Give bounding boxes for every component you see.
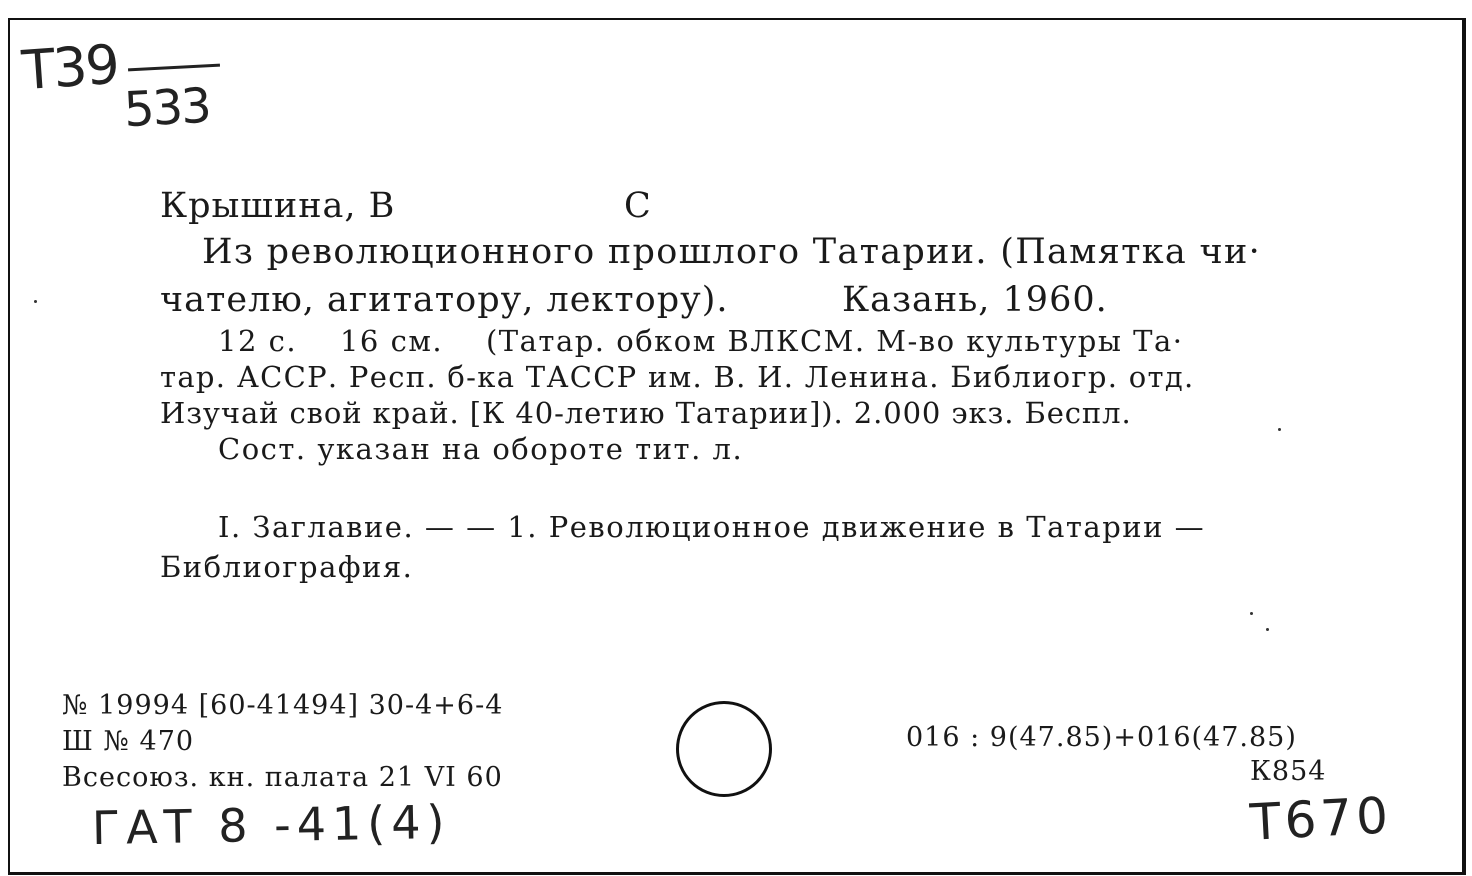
author-initial: С: [624, 186, 652, 226]
speck: [1250, 612, 1253, 615]
title-line-2b: Казань, 1960.: [842, 280, 1108, 320]
classification-index: 016 : 9(47.85)+016(47.85): [906, 722, 1297, 753]
description-line-3: Изучай свой край. [К 40-летию Татарии]). 2.000 экз. Беспл.: [160, 396, 1132, 430]
handwritten-bottom-left: ГАТ 8 -41(4): [91, 794, 451, 856]
description-line-2: тар. АССР. Респ. б-ка ТАССР им. В. И. Ленина. Библиогр. отд.: [160, 360, 1195, 394]
speck: [34, 300, 37, 303]
title-line-1: Из революционного прошлого Татарии. (Памятка чи·: [202, 232, 1262, 272]
author-mark: К854: [1250, 756, 1327, 787]
handwritten-code-sub: 533: [122, 77, 212, 139]
speck: [1278, 428, 1281, 431]
author-surname: Крышина, В: [160, 186, 396, 226]
footer-order-number: Ш № 470: [62, 726, 195, 757]
footer-chamber-date: Всесоюз. кн. палата 21 VI 60: [62, 762, 503, 793]
subject-heading-line-2: Библиография.: [160, 550, 414, 584]
title-line-2a: чателю, агитатору, лектору).: [160, 280, 729, 320]
handwritten-bottom-right: Т670: [1248, 786, 1394, 852]
description-line-4: Сост. указан на обороте тит. л.: [218, 432, 744, 466]
description-line-1: 12 с. 16 см. (Татар. обком ВЛКСМ. М-во культуры Та·: [218, 324, 1184, 358]
circle-mark: [676, 701, 772, 797]
speck: [1266, 628, 1269, 631]
subject-heading-line-1: I. Заглавие. — — 1. Революционное движение в Татарии —: [218, 510, 1206, 544]
footer-registration: № 19994 [60-41494] 30-4+6-4: [62, 690, 504, 721]
handwritten-code-top: Т39: [19, 32, 120, 103]
